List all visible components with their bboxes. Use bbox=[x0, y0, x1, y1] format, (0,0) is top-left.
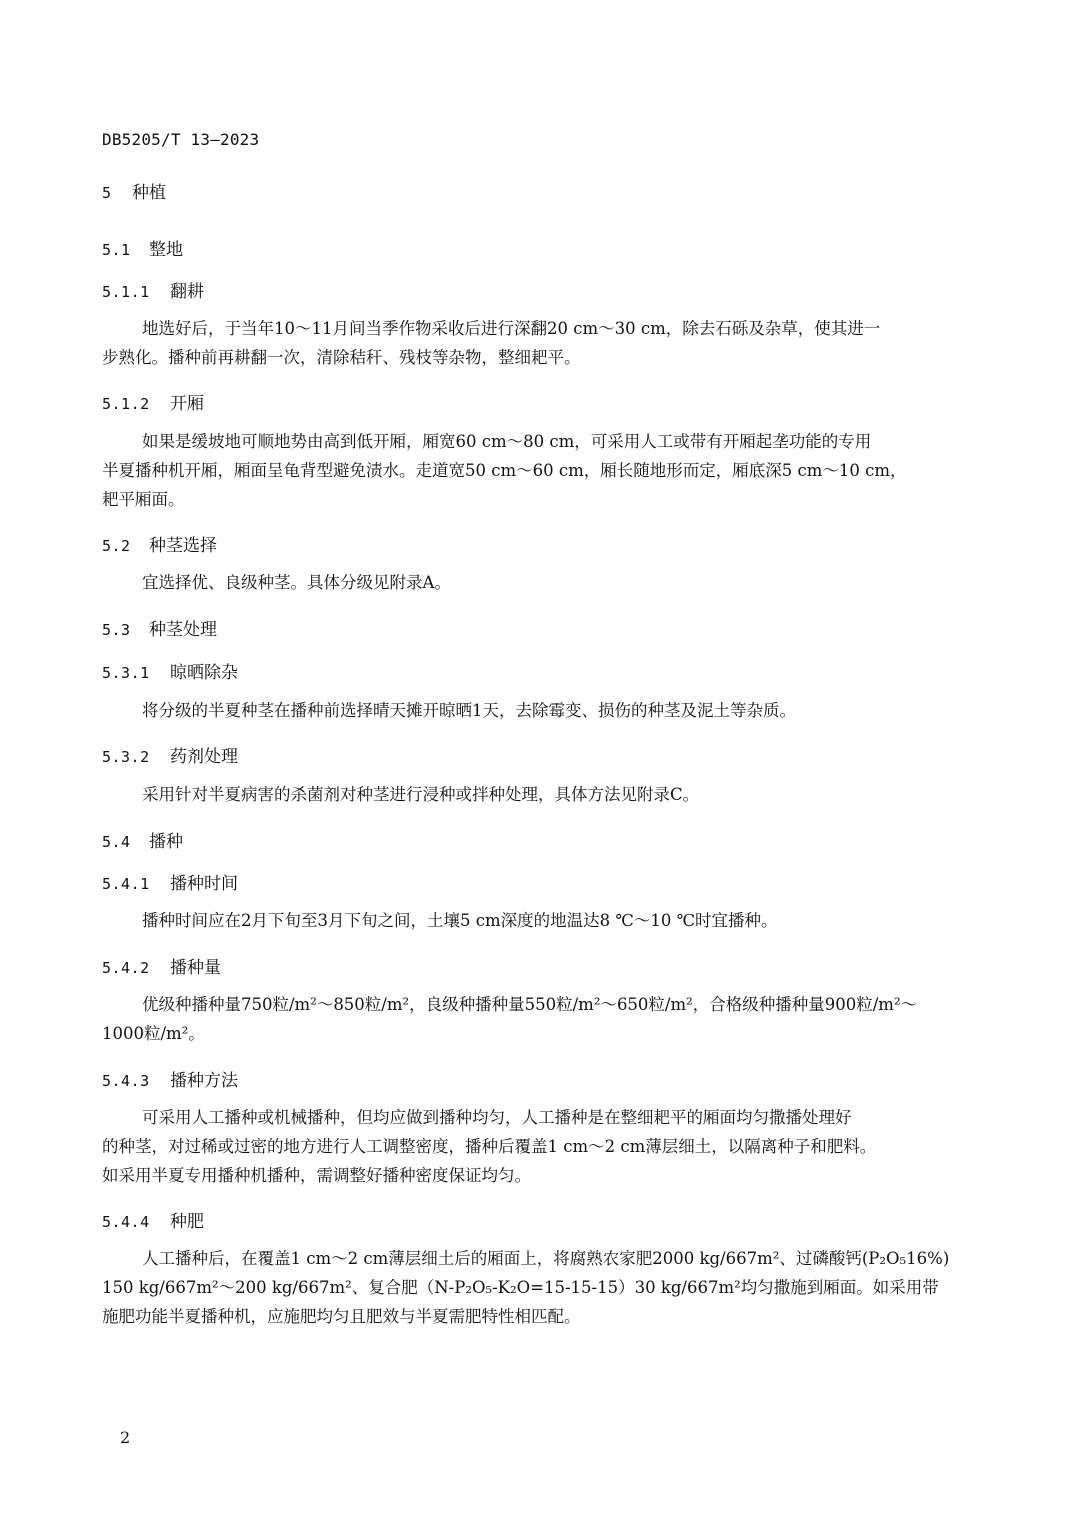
section-title: 药剂处理 bbox=[170, 747, 238, 767]
section-heading-5-2 bbox=[102, 531, 217, 556]
section-number: 5.3.1 bbox=[102, 664, 150, 682]
section-number: 5 bbox=[102, 184, 112, 202]
paragraph-line: 耙平厢面。 bbox=[102, 490, 185, 509]
section-heading-5-4-1 bbox=[102, 869, 238, 894]
section-number: 5.4.4 bbox=[102, 1213, 150, 1231]
paragraph-5-3-2 bbox=[102, 780, 947, 809]
paragraph-5-4-2 bbox=[102, 990, 947, 1048]
section-number: 5.4.1 bbox=[102, 875, 150, 893]
paragraph-line: 施肥功能半夏播种机，应施肥均匀且肥效与半夏需肥特性相匹配。 bbox=[102, 1307, 581, 1326]
section-heading-5 bbox=[102, 178, 166, 203]
section-number: 5.4 bbox=[102, 833, 131, 851]
section-title: 翻耕 bbox=[170, 282, 204, 302]
paragraph-line: 如采用半夏专用播种机播种，需调整好播种密度保证均匀。 bbox=[102, 1166, 531, 1185]
paragraph-line: 的种茎，对过稀或过密的地方进行人工调整密度，播种后覆盖1 cm～2 cm薄层细土，以隔离种子和肥料。 bbox=[102, 1137, 877, 1156]
paragraph-line: 半夏播种机开厢，厢面呈龟背型避免渍水。走道宽50 cm～60 cm，厢长随地形而定，厢底深5 cm～10 cm， bbox=[102, 461, 907, 480]
section-title: 播种方法 bbox=[170, 1071, 238, 1091]
paragraph-5-3-1 bbox=[102, 696, 947, 725]
section-heading-5-1 bbox=[102, 235, 183, 260]
paragraph-5-1-2 bbox=[102, 427, 947, 514]
paragraph-line: 可采用人工播种或机械播种，但均应做到播种均匀，人工播种是在整细耙平的厢面均匀撒播处理好 bbox=[142, 1108, 852, 1127]
section-number: 5.4.2 bbox=[102, 959, 150, 977]
paragraph-line: 将分级的半夏种茎在播种前选择晴天摊开晾晒1天，去除霉变、损伤的种茎及泥土等杂质。 bbox=[142, 701, 796, 720]
paragraph-line: 人工播种后，在覆盖1 cm～2 cm薄层细土后的厢面上，将腐熟农家肥2000 kg/667m²、过磷酸钙(P₂O₅16%) bbox=[142, 1249, 950, 1268]
section-heading-5-3-1 bbox=[102, 658, 238, 683]
section-number: 5.3 bbox=[102, 621, 131, 639]
document-code: DB5205/T 13—2023 bbox=[102, 130, 260, 149]
paragraph-line: 播种时间应在2月下旬至3月下旬之间，土壤5 cm深度的地温达8 ℃～10 ℃时宜播种。 bbox=[142, 911, 778, 930]
section-heading-5-1-1 bbox=[102, 277, 204, 302]
section-number: 5.1 bbox=[102, 241, 131, 259]
section-heading-5-4 bbox=[102, 827, 183, 852]
section-heading-5-4-3 bbox=[102, 1066, 238, 1091]
paragraph-line: 宜选择优、良级种茎。具体分级见附录A。 bbox=[142, 573, 451, 592]
paragraph-5-1-1 bbox=[102, 314, 947, 372]
paragraph-line: 地选好后，于当年10～11月间当季作物采收后进行深翻20 cm～30 cm，除去石砾及杂草，使其进一 bbox=[142, 319, 881, 338]
section-title: 开厢 bbox=[170, 394, 204, 414]
paragraph-line: 150 kg/667m²～200 kg/667m²、复合肥（N-P₂O₅-K₂O=15-15-15）30 kg/667m²均匀撒施到厢面。如采用带 bbox=[102, 1278, 939, 1297]
paragraph-line: 1000粒/m²。 bbox=[102, 1024, 205, 1043]
section-title: 种肥 bbox=[170, 1212, 204, 1232]
section-title: 种茎处理 bbox=[149, 620, 217, 640]
section-title: 播种 bbox=[149, 832, 183, 852]
section-number: 5.2 bbox=[102, 537, 131, 555]
section-heading-5-1-2 bbox=[102, 389, 204, 414]
paragraph-5-2 bbox=[102, 568, 947, 597]
section-title: 播种量 bbox=[170, 958, 221, 978]
paragraph-5-4-1 bbox=[102, 906, 947, 935]
section-title: 种植 bbox=[132, 183, 166, 203]
section-heading-5-3-2 bbox=[102, 742, 238, 767]
section-number: 5.4.3 bbox=[102, 1072, 150, 1090]
paragraph-5-4-4 bbox=[102, 1244, 950, 1331]
paragraph-5-4-3 bbox=[102, 1103, 947, 1190]
section-title: 种茎选择 bbox=[149, 536, 217, 556]
section-heading-5-3 bbox=[102, 615, 217, 640]
paragraph-line: 采用针对半夏病害的杀菌剂对种茎进行浸种或拌种处理，具体方法见附录C。 bbox=[142, 785, 700, 804]
section-title: 整地 bbox=[149, 240, 183, 260]
paragraph-line: 步熟化。播种前再耕翻一次，清除秸秆、残枝等杂物，整细耙平。 bbox=[102, 348, 581, 367]
section-number: 5.1.2 bbox=[102, 395, 150, 413]
section-number: 5.3.2 bbox=[102, 748, 150, 766]
paragraph-line: 如果是缓坡地可顺地势由高到低开厢，厢宽60 cm～80 cm，可采用人工或带有开厢起垄功能的专用 bbox=[142, 432, 872, 451]
paragraph-line: 优级种播种量750粒/m²～850粒/m²，良级种播种量550粒/m²～650粒/m²，合格级种播种量900粒/m²～ bbox=[142, 995, 918, 1014]
section-heading-5-4-2 bbox=[102, 953, 221, 978]
page-number: 2 bbox=[120, 1428, 131, 1447]
section-title: 晾晒除杂 bbox=[170, 663, 238, 683]
section-number: 5.1.1 bbox=[102, 283, 150, 301]
section-title: 播种时间 bbox=[170, 874, 238, 894]
section-heading-5-4-4 bbox=[102, 1207, 204, 1232]
